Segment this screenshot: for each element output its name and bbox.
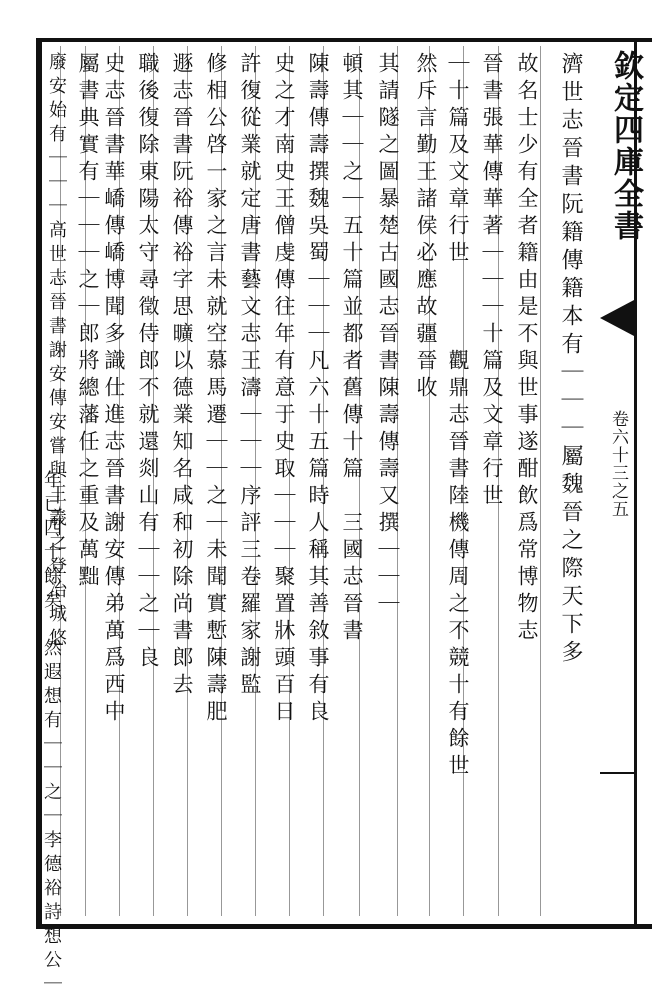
text-column: 晉書張華傳華著｜｜｜十篇及文章行世 — [480, 52, 504, 511]
text-column: 屬書典實有｜｜｜之｜郎將總藩任之重及萬黜 — [76, 52, 100, 592]
text-column: 許復從業就定唐書藝文志王濤｜｜｜序評三卷羅家謝監 — [238, 52, 262, 700]
text-column: 然斥言勤王諸侯必應故疆晉收 — [414, 52, 438, 403]
text-column: 陳壽傳壽撰魏吳蜀｜｜｜凡六十五篇時人稱其善敘事有良 — [306, 52, 330, 727]
margin-divider — [600, 772, 634, 774]
text-column: 其請隧之圖暴楚古國志晉書陳壽傳壽又撰｜｜｜ — [376, 52, 400, 619]
text-column: 職後復除東陽太守尋徵侍郎不就還剡山有｜｜之｜良 — [136, 52, 160, 673]
text-column: 遯志晉書阮裕傳裕字思曠以德業知名咸和初除尚書郎去 — [170, 52, 194, 700]
juan-number: 卷六十三之五 — [608, 410, 628, 518]
text-column: 濟世志晉書阮籍傳籍本有｜｜｜屬魏晉之際天下多 — [558, 52, 583, 668]
book-title: 欽定四庫全書 — [608, 50, 643, 242]
text-column: 廢安始有｜｜｜高世志晉書謝安傳安嘗與王羲之登冶城悠 — [46, 52, 67, 652]
text-column: 史志晉書華嶠傳嶠博聞多識仕進志晉書謝安傳弟萬爲西中 — [102, 52, 126, 727]
text-column: ｜十篇及文章行世 觀鼎志晉書陸機傳周之不競十有餘世 — [446, 52, 470, 781]
text-column: 修相公啓一家之言未就空慕馬遷｜｜之｜未聞實慙陳壽肥 — [204, 52, 228, 727]
text-column: 年已四十餘矣 然遐想有｜｜之｜李德裕詩想公｜ — [41, 470, 62, 998]
text-column: 故名士少有全者籍由是不與世事遂酣飲爲常博物志 — [515, 52, 539, 646]
text-column: 頓其｜｜之｜五十篇並都者舊傳十篇 三國志晉書 — [340, 52, 364, 646]
fish-tail-mark — [600, 300, 634, 336]
text-column: 史之才南史王僧虔傳往年有意于史取｜｜｜聚置牀頭百日 — [272, 52, 296, 727]
